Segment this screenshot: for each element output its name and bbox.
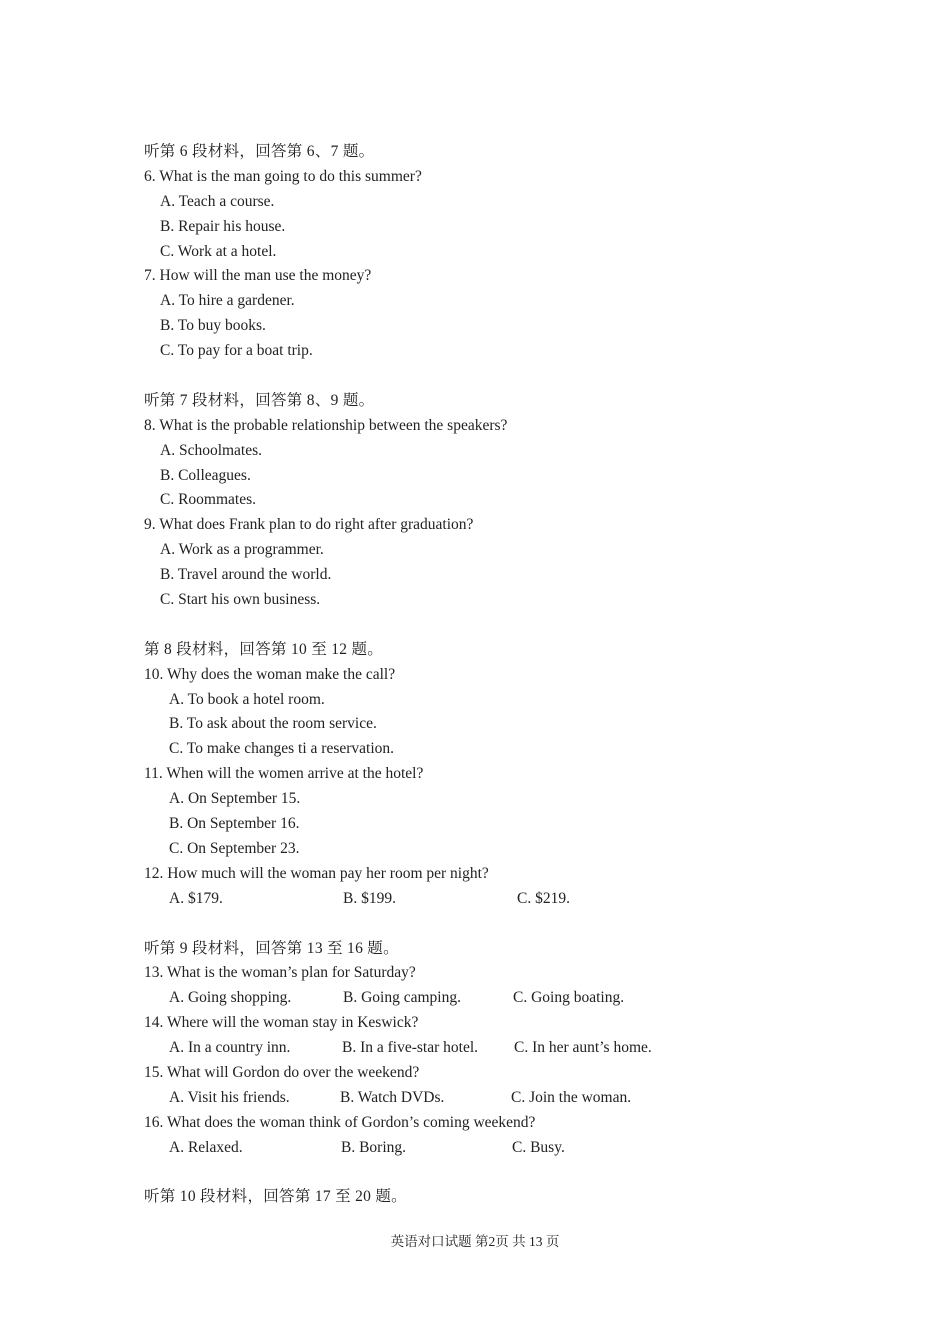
option-b: B. Watch DVDs. <box>340 1088 445 1106</box>
option-c: C. Going boating. <box>513 989 625 1007</box>
option-a: A. Relaxed. <box>169 1138 243 1156</box>
option-c: C. In her aunt’s home. <box>514 1039 652 1057</box>
section-heading: 听第 7 段材料，回答第 8、9 题。 <box>144 391 375 409</box>
option-b: B. In a five-star hotel. <box>342 1039 479 1057</box>
question-stem: 15. What will Gordon do over the weekend? <box>144 1063 420 1081</box>
section-heading: 听第 6 段材料，回答第 6、7 题。 <box>144 143 375 160</box>
question-stem: 10. Why does the woman make the call? <box>144 665 396 683</box>
question-stem: 11. When will the women arrive at the hotel? <box>144 765 424 783</box>
option-c: C. To pay for a boat trip. <box>160 342 313 360</box>
section-heading: 第 8 段材料，回答第 10 至 12 题。 <box>144 640 384 658</box>
option-c: C. Busy. <box>512 1138 565 1156</box>
option-b: B. To ask about the room service. <box>169 715 377 733</box>
spacer <box>144 613 844 638</box>
question-stem: 16. What does the woman think of Gordon’s coming weekend? <box>144 1113 536 1131</box>
question-stem: 14. Where will the woman stay in Keswick? <box>144 1014 419 1032</box>
exam-page-content <box>144 140 844 1210</box>
question-stem: 6. What is the man going to do this summer? <box>144 167 422 185</box>
option-b: B. On September 16. <box>169 815 300 833</box>
section-heading: 听第 10 段材料，回答第 17 至 20 题。 <box>144 1188 407 1206</box>
option-c: C. Work at a hotel. <box>160 242 277 260</box>
question-stem: 13. What is the woman’s plan for Saturday? <box>144 964 416 982</box>
option-b: B. Boring. <box>341 1138 407 1156</box>
spacer <box>144 912 844 937</box>
option-a: A. In a country inn. <box>169 1039 291 1057</box>
option-a: A. To book a hotel room. <box>169 690 325 708</box>
option-a: A. To hire a gardener. <box>160 292 295 310</box>
option-c: C. To make changes ti a reservation. <box>169 740 395 758</box>
option-a: A. Work as a programmer. <box>160 541 324 559</box>
option-c: C. Roommates. <box>160 491 257 509</box>
question-stem: 8. What is the probable relationship between the speakers? <box>144 416 508 434</box>
options-row <box>144 1036 844 1061</box>
option-a: A. Going shopping. <box>169 989 292 1007</box>
option-c: C. On September 23. <box>169 839 300 857</box>
options-row <box>144 1086 844 1111</box>
option-a: A. Visit his friends. <box>169 1088 290 1106</box>
option-a: A. $179. <box>169 889 223 907</box>
option-b: B. Repair his house. <box>160 217 286 235</box>
option-a: A. Schoolmates. <box>160 441 263 459</box>
option-b: B. To buy books. <box>160 317 266 335</box>
option-a: A. Teach a course. <box>160 192 275 210</box>
option-b: B. Colleagues. <box>160 466 251 484</box>
options-row <box>144 1136 844 1161</box>
option-c: C. $219. <box>517 889 570 907</box>
option-c: C. Join the woman. <box>511 1088 632 1106</box>
page-footer: 英语对口试题 第2页 共 13 页 <box>390 1234 560 1249</box>
options-row <box>144 986 844 1011</box>
option-b: B. $199. <box>343 889 396 907</box>
options-row <box>144 887 844 912</box>
option-b: B. Going camping. <box>343 989 461 1007</box>
question-stem: 12. How much will the woman pay her room per night? <box>144 864 489 882</box>
section-heading: 听第 9 段材料，回答第 13 至 16 题。 <box>144 939 399 957</box>
spacer <box>144 364 844 389</box>
question-stem: 9. What does Frank plan to do right after graduation? <box>144 516 474 534</box>
option-b: B. Travel around the world. <box>160 566 332 584</box>
spacer <box>144 1161 844 1186</box>
option-a: A. On September 15. <box>169 790 301 808</box>
option-c: C. Start his own business. <box>160 591 321 609</box>
question-stem: 7. How will the man use the money? <box>144 267 372 285</box>
